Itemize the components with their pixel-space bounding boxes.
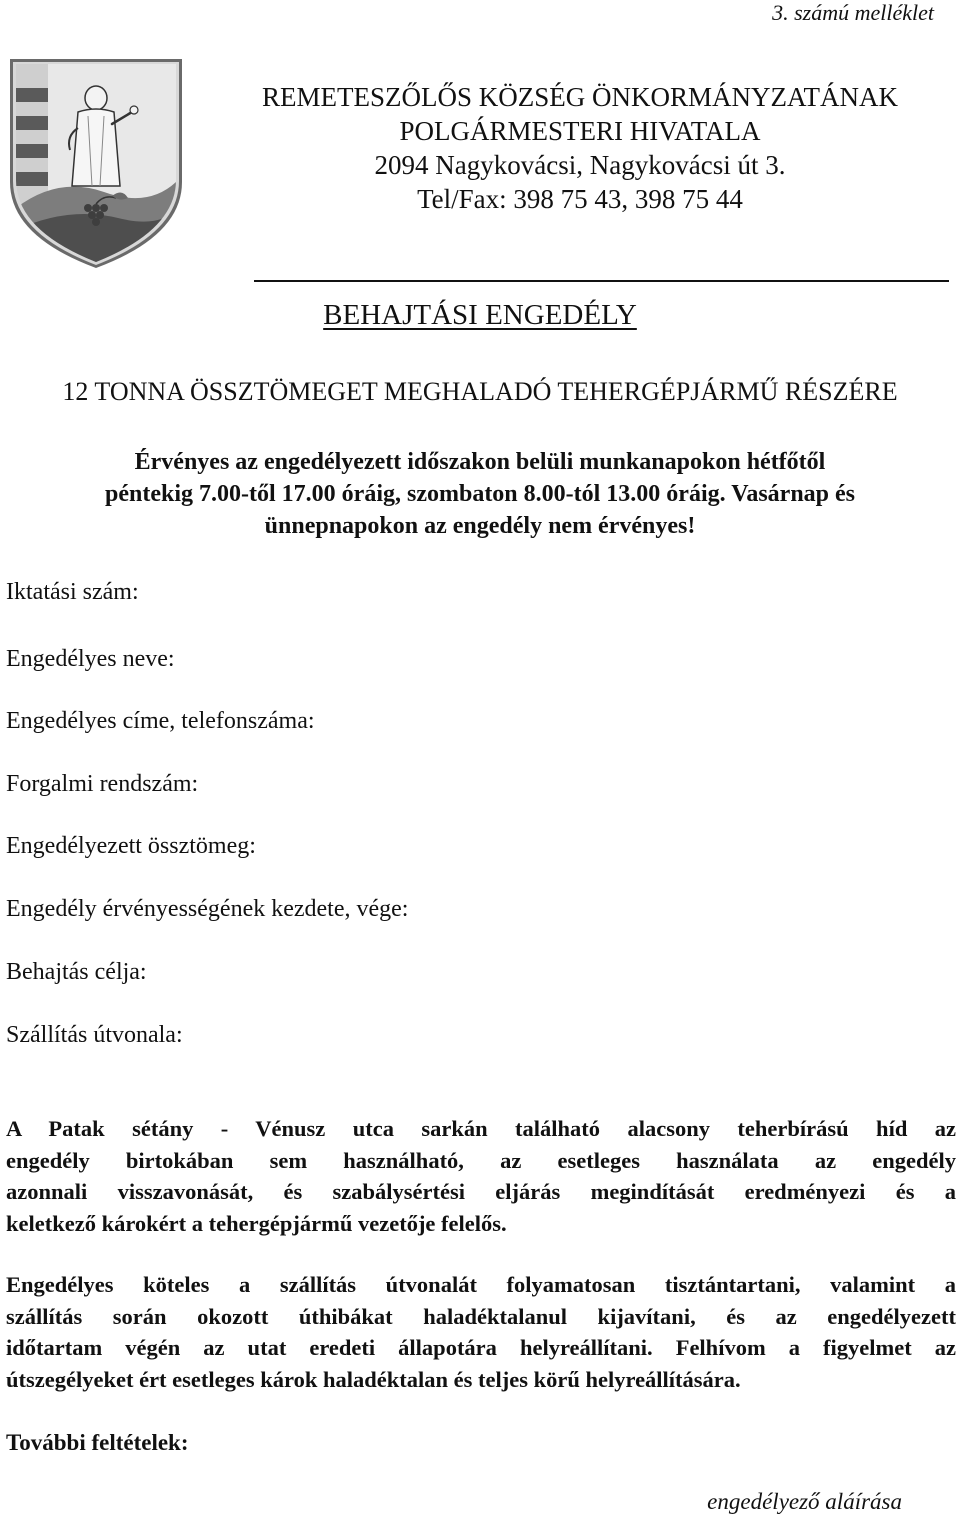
header-divider (254, 280, 949, 282)
field-transport-route: Szállítás útvonala: (6, 1022, 183, 1048)
signature-label: engedélyező aláírása (707, 1489, 902, 1514)
paragraph-line: útszegélyeket ért esetleges károk haladéktalan és teljes körű helyreállítására. (6, 1366, 741, 1392)
validity-notice (0, 446, 960, 542)
validity-line-3: ünnepnapokon az engedély nem érvényes! (264, 513, 696, 539)
header-address: 2094 Nagykovácsi, Nagykovácsi út 3. (374, 150, 786, 180)
paragraph-line: időtartam végén az utat eredeti állapotára helyreállítani. Felhívom a figyelmet az (6, 1335, 956, 1360)
header-phone-fax: Tel/Fax: 398 75 43, 398 75 44 (417, 184, 743, 214)
field-validity-period: Engedély érvényességének kezdete, vége: (6, 896, 409, 922)
field-permit-holder-address: Engedélyes címe, telefonszáma: (6, 708, 315, 734)
document-title (0, 296, 960, 334)
field-entry-purpose: Behajtás célja: (6, 959, 147, 985)
document-title-text: BEHAJTÁSI ENGEDÉLY (323, 299, 637, 331)
field-permit-holder-name: Engedélyes neve: (6, 646, 175, 672)
paragraph-line: azonnali visszavonását, és szabálysértési eljárás megindítását eredményezi és a (6, 1179, 956, 1204)
paragraph-line: A Patak sétány - Vénusz utca sarkán található alacsony teherbírású híd az (6, 1116, 956, 1141)
field-permitted-total-weight: Engedélyezett össztömeg: (6, 833, 256, 859)
paragraph-line: szállítás során okozott úthibákat haladéktalanul kijavítani, és az engedélyezett (6, 1303, 956, 1329)
field-registration-number: Iktatási szám: (6, 579, 139, 605)
header-municipality: REMETESZŐLŐS KÖZSÉG ÖNKORMÁNYZATÁNAK (262, 82, 898, 112)
coat-of-arms-icon (8, 58, 184, 268)
further-conditions-label: További feltételek: (6, 1430, 189, 1455)
validity-line-1: Érvényes az engedélyezett időszakon belüli munkanapokon hétfőtől (134, 449, 826, 475)
document-subtitle: 12 TONNA ÖSSZTÖMEGET MEGHALADÓ TEHERGÉPJÁRMŰ RÉSZÉRE (62, 377, 898, 406)
validity-line-2: péntekig 7.00-től 17.00 óráig, szombaton 8.00-tól 13.00 óráig. Vasárnap és (105, 481, 855, 507)
annex-label: 3. számú melléklet (772, 0, 934, 25)
road-maintenance-paragraph (6, 1269, 956, 1395)
issuer-header (200, 80, 960, 216)
field-license-plate: Forgalmi rendszám: (6, 771, 199, 797)
paragraph-line: keletkező károkért a tehergépjármű vezetője felelős. (6, 1210, 507, 1236)
paragraph-line: Engedélyes köteles a szállítás útvonalát folyamatosan tisztántartani, valamint a (6, 1272, 956, 1297)
header-office: POLGÁRMESTERI HIVATALA (399, 116, 761, 146)
paragraph-line: engedély birtokában sem használható, az esetleges használata az engedély (6, 1147, 956, 1173)
bridge-restriction-paragraph (6, 1113, 956, 1239)
